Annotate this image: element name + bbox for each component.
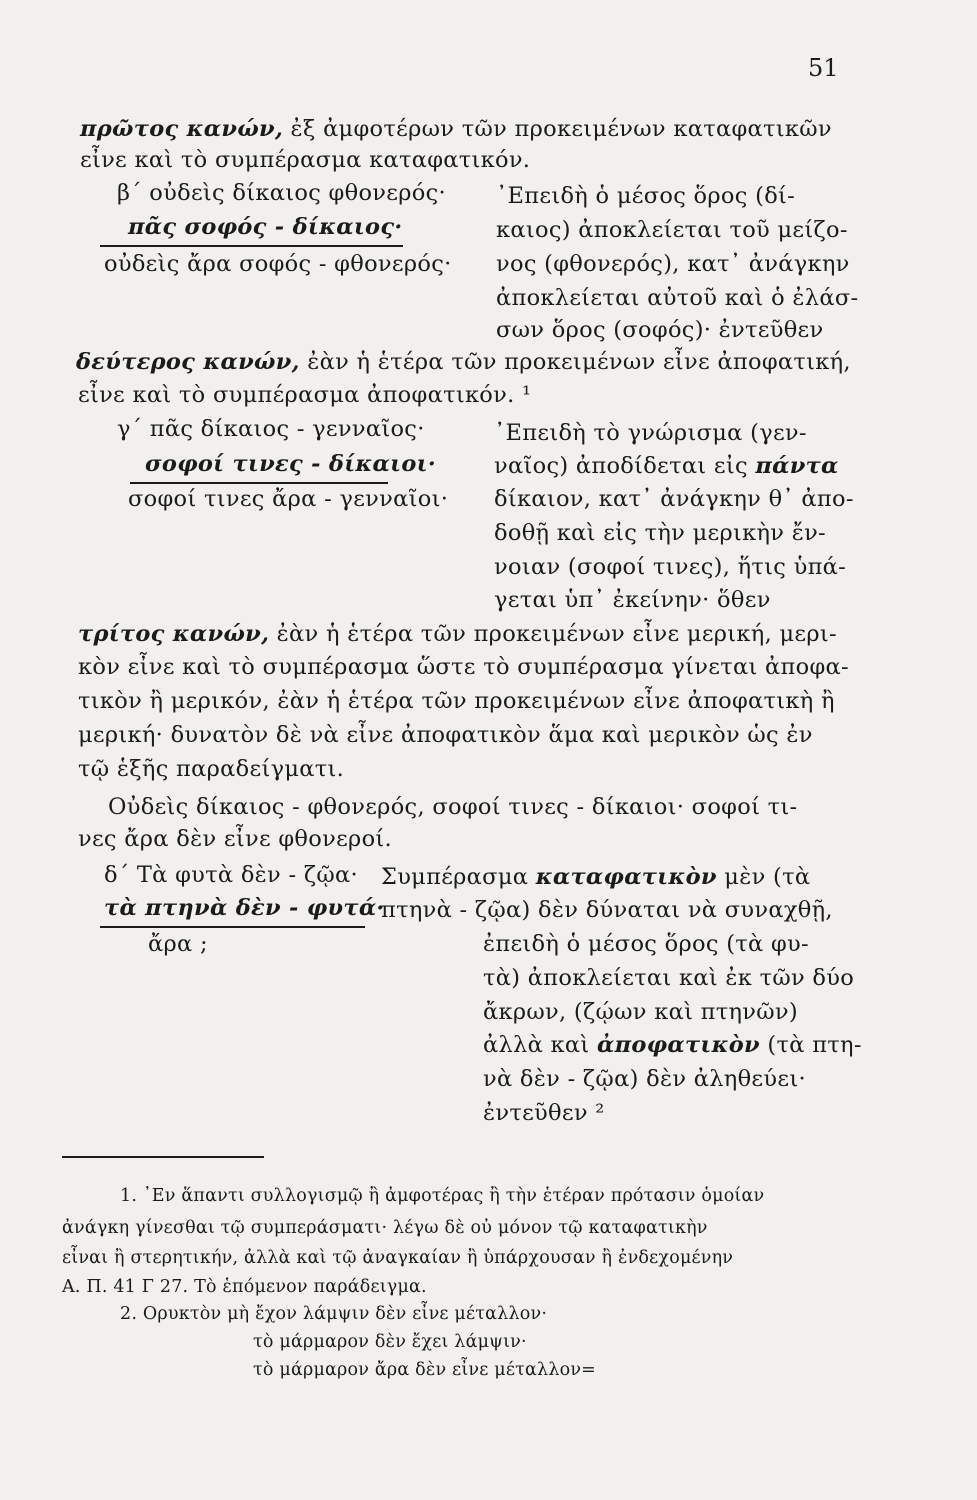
footnote-line: τὸ μάρμαρον ἄρα δὲν εἶνε μέταλλον= <box>253 1360 597 1380</box>
explanation-line: ᾿Επειδὴ τὸ γνώρισμα (γεν- <box>494 420 807 446</box>
emphasis-panta: πάντα <box>755 453 839 479</box>
rule-two-heading: δεύτερος κανών, <box>76 349 300 375</box>
explanation-line: πτηνὰ - ζῷα) δὲν δύναται νὰ συναχθῇ, <box>381 897 833 923</box>
syllogism-beta-major: β΄ οὐδεὶς δίκαιος φθονερός· <box>117 180 446 206</box>
footnote-separator <box>62 1156 264 1158</box>
rule-three-line: τρίτος κανών, ἐὰν ἡ ἑτέρα τῶν προκειμένων εἶνε μερική, μερι- <box>78 621 837 647</box>
syllogism-gamma-conclusion: σοφοί τινες ἄρα - γενναῖοι· <box>128 486 449 512</box>
syllogism-gamma-major: γ΄ πᾶς δίκαιος - γενναῖος· <box>117 416 425 442</box>
syllogism-beta-minor: πᾶς σοφός - δίκαιος· <box>128 214 403 240</box>
text-line: τῷ ἑξῆς παραδείγματι. <box>78 756 345 782</box>
explanation-line: νοιαν (σοφοί τινες), ἥτις ὑπά- <box>494 554 847 580</box>
explanation-line: Συμπέρασμα καταφατικὸν μὲν (τὰ <box>381 864 811 890</box>
text-line: Οὐδεὶς δίκαιος - φθονερός, σοφοί τινες - δίκαιοι· σοφοί τι- <box>108 794 798 820</box>
syllogism-delta-minor: τὰ πτηνὰ δὲν - φυτά· <box>104 895 385 921</box>
footnote-line: ἀνάγκη γίνεσθαι τῷ συμπεράσματι· λέγω δὲ οὐ μόνον τῷ καταφατικὴν <box>62 1218 708 1238</box>
syllogism-gamma-minor: σοφοί τινες - δίκαιοι· <box>145 451 436 477</box>
text-line: μερική· δυνατὸν δὲ νὰ εἶνε ἀποφατικὸν ἅμα καὶ μερικὸν ὡς ἐν <box>78 722 813 748</box>
explanation-line: ἄκρων, (ζῴων καὶ πτηνῶν) <box>483 999 798 1025</box>
emphasis-kataphatikon: καταφατικὸν <box>535 864 717 890</box>
rule-two-line: δεύτερος κανών, ἐὰν ἡ ἑτέρα τῶν προκειμένων εἶνε ἀποφατική, <box>76 349 851 375</box>
explanation-line: τὰ) ἀποκλείεται καὶ ἐκ τῶν δύο <box>483 965 855 991</box>
explanation-line: νὰ δὲν - ζῷα) δὲν ἀληθεύει· <box>483 1066 806 1092</box>
text-line: κὸν εἶνε καὶ τὸ συμπέρασμα ὥστε τὸ συμπέρασμα γίνεται ἀποφα- <box>78 654 849 680</box>
explanation-line: καιος) ἀποκλείεται τοῦ μείζο- <box>496 217 848 243</box>
syllogism-delta-major: δ΄ Τὰ φυτὰ δὲν - ζῷα· <box>104 862 358 888</box>
explanation-line: σων ὅρος (σοφός)· ἐντεῦθεν <box>496 317 824 343</box>
footnote-line: τὸ μάρμαρον δὲν ἔχει λάμψιν· <box>253 1332 527 1352</box>
footnote-line: 1. ᾿Εν ἅπαντι συλλογισμῷ ἢ ἀμφοτέρας ἢ τὴν ἑτέραν πρότασιν ὁμοίαν <box>120 1186 765 1206</box>
explanation-line: γεται ὑπ᾿ ἐκείνην· ὅθεν <box>494 587 771 613</box>
syllogism-beta-conclusion: οὐδεὶς ἄρα σοφός - φθονερός· <box>104 251 452 277</box>
explanation-line: νος (φθονερός), κατ᾿ ἀνάγκην <box>496 251 850 277</box>
text-line: εἶνε καὶ τὸ συμπέρασμα καταφατικόν. <box>80 147 531 173</box>
footnote-line: 2. Ορυκτὸν μὴ ἔχον λάμψιν δὲν εἶνε μέταλλον· <box>120 1304 548 1324</box>
explanation-line: δοθῇ καὶ εἰς τὴν μερικὴν ἔν- <box>494 520 826 546</box>
syllogism-delta-rule <box>100 926 365 928</box>
text-line: νες ἄρα δὲν εἶνε φθονεροί. <box>78 826 392 852</box>
explanation-line: ᾿Επειδὴ ὁ μέσος ὅρος (δί- <box>496 183 796 209</box>
emphasis-apophatikon: ἀποφατικὸν <box>597 1032 760 1058</box>
explanation-line: ναῖος) ἀποδίδεται εἰς πάντα <box>494 453 839 479</box>
rule-three-heading: τρίτος κανών, <box>78 621 270 647</box>
rule-one-line: πρῶτος κανών, ἐξ ἀμφοτέρων τῶν προκειμένων καταφατικῶν <box>80 116 832 142</box>
explanation-line: ἐντεῦθεν ² <box>483 1100 605 1126</box>
explanation-line: δίκαιον, κατ᾿ ἀνάγκην θ᾿ ἀπο- <box>494 486 854 512</box>
footnote-line: εἶναι ἢ στερητικήν, ἀλλὰ καὶ τῷ ἀναγκαίαν ἢ ὑπάρχουσαν ἢ ἐνδεχομένην <box>62 1248 734 1268</box>
explanation-line: ἀποκλείεται αὐτοῦ καὶ ὁ ἐλάσ- <box>496 285 859 311</box>
rule-one-heading: πρῶτος κανών, <box>80 116 284 142</box>
page-number: 51 <box>808 54 839 82</box>
syllogism-delta-conclusion: ἄρα ; <box>148 931 208 957</box>
text-line: εἶνε καὶ τὸ συμπέρασμα ἀποφατικόν. ¹ <box>78 382 532 408</box>
text-line: τικὸν ἢ μερικόν, ἐὰν ἡ ἑτέρα τῶν προκειμένων εἶνε ἀποφατικὴ ἢ <box>78 688 835 714</box>
explanation-line: ἀλλὰ καὶ ἀποφατικὸν (τὰ πτη- <box>483 1032 862 1058</box>
syllogism-beta-rule <box>100 245 403 247</box>
footnote-line: Α. Π. 41 Γ 27. Τὸ ἑπόμενον παράδειγμα. <box>62 1277 427 1297</box>
explanation-line: ἐπειδὴ ὁ μέσος ὅρος (τὰ φυ- <box>483 931 809 957</box>
